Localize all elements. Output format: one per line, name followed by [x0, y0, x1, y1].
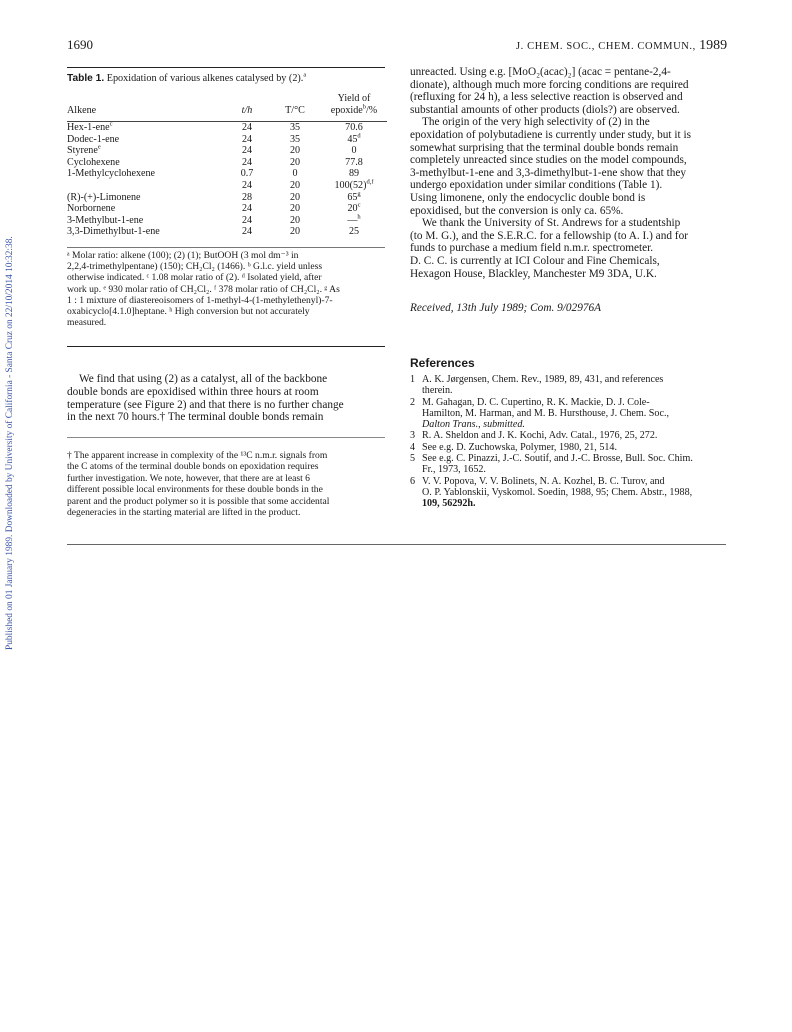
- table-header-row-2: [67, 105, 387, 117]
- reference-number: 5: [410, 453, 416, 465]
- cell-time: 24: [241, 203, 253, 215]
- reference-line: A. K. Jørgensen, Chem. Rev., 1989, 89, 431, and references: [422, 374, 664, 385]
- received-line: Received, 13th July 1989; Com. 9/02976A: [410, 302, 602, 314]
- references-list: [410, 374, 726, 510]
- reference-item: [410, 374, 726, 397]
- col-yield-marks: b: [362, 104, 366, 112]
- reference-line: See e.g. C. Pinazzi, J.-C. Soutif, and J.-C. Brosse, Bull. Soc. Chim.: [422, 453, 693, 465]
- references-heading: References: [410, 356, 475, 370]
- table-row: [67, 192, 387, 204]
- reference-item: [410, 442, 726, 453]
- cell-yield: 65: [347, 191, 358, 203]
- cell-temp: 20: [289, 145, 301, 157]
- footnote-line: parent and the product polymer so it is possible that some accidental: [67, 495, 330, 507]
- reference-number: 1: [410, 374, 416, 385]
- table-row: [67, 226, 387, 238]
- footnote-line: degeneracies in the starting material are lifted in the product.: [67, 507, 301, 519]
- cell-yield: 70.6: [345, 122, 363, 133]
- footnote-line: different possible local environments for these double bonds in the: [67, 484, 323, 496]
- cell-temp: 0: [292, 168, 298, 180]
- cell-alkene: 3-Methylbut-1-ene: [67, 214, 144, 226]
- table-header-row-1: [67, 93, 387, 105]
- cell-yield: 0: [351, 145, 357, 157]
- cell-yield: 77.8: [345, 156, 363, 168]
- table-row: [67, 203, 387, 215]
- table-footnote-line: otherwise indicated. ᶜ 1.08 molar ratio of (2). ᵈ Isolated yield, after: [67, 272, 322, 284]
- footnote-rule: [67, 437, 385, 438]
- cell-yield: 45: [347, 133, 358, 145]
- dagger-footnote: [67, 450, 385, 518]
- cell-alkene: Dodec-1-ene: [67, 133, 120, 145]
- cell-time: 24: [241, 226, 253, 238]
- reference-item: [410, 453, 726, 476]
- cell-time: 24: [241, 133, 253, 145]
- journal-header: [516, 38, 727, 54]
- cell-time: 24: [241, 122, 253, 133]
- cell-alkene: Cyclohexene: [67, 156, 120, 168]
- table-caption-mark: a: [303, 71, 307, 79]
- reference-line: Hamilton, M. Harman, and M. B. Hursthouse, J. Chem. Soc.,: [422, 407, 669, 419]
- cell-time: 0.7: [240, 168, 254, 180]
- reference-number: 4: [410, 441, 416, 453]
- col-yield-text: epoxide: [330, 105, 363, 117]
- reference-line: See e.g. D. Zuchowska, Polymer, 1980, 21, 514.: [422, 441, 617, 453]
- footnote-line: the C atoms of the terminal double bonds on epoxidation requires: [67, 461, 319, 473]
- cell-alkene: Styrene: [67, 145, 98, 157]
- table-row: [67, 134, 387, 146]
- cell-alkene: 3,3-Dimethylbut-1-ene: [67, 226, 160, 238]
- body-line: temperature (see Figure 2) and that there is no further change: [67, 398, 344, 411]
- cell-time: 28: [241, 191, 253, 203]
- col-yield-line2: [321, 105, 387, 117]
- cell-temp: 20: [289, 191, 301, 203]
- table-end-rule: [67, 346, 385, 347]
- cell-time: 24: [241, 179, 253, 191]
- para2-line: epoxidation of polybutadiene is currently under study, but it is: [410, 128, 692, 141]
- cell-temp: 20: [289, 156, 301, 168]
- table-row: [67, 145, 387, 157]
- reference-line: 109, 56292h.: [422, 498, 476, 510]
- body-line: in the next 70 hours.† The terminal double bonds remain: [67, 411, 324, 424]
- table-row: [67, 157, 387, 169]
- cell-yield-mark: c: [357, 201, 361, 209]
- col-time: t/h: [241, 105, 253, 117]
- para1-line: unreacted. Using e.g. [MoO₂(acac)₂] (acac = pentane-2,4-: [410, 66, 671, 78]
- cell-alkene: Hex-1-ene: [67, 122, 110, 133]
- reference-item: [410, 397, 726, 431]
- table-top-rule: [67, 67, 385, 68]
- footnote-line: further investigation. We note, however, that there are at least 6: [67, 472, 310, 484]
- cell-alkene-mark: c: [109, 120, 113, 128]
- para3-line: funds to purchase a medium field n.m.r. spectrometer.: [410, 242, 654, 255]
- table-footnote-line: measured.: [67, 317, 107, 329]
- table-row: [67, 215, 387, 227]
- cell-time: 24: [241, 145, 253, 157]
- table-label: Table 1.: [67, 73, 105, 84]
- col-yield-line1: Yield of: [337, 93, 371, 105]
- table-footnotes: [67, 250, 385, 328]
- table-footnote-line: 2,2,4-trimethylpentane) (150); CH₂Cl₂ (1466). ᵇ G.l.c. yield unless: [67, 261, 323, 273]
- cell-temp: 20: [289, 214, 301, 226]
- reference-number: 2: [410, 396, 416, 408]
- cell-yield-mark: d,f: [366, 178, 374, 186]
- table-footnote-line: 1 : 1 mixture of diastereoisomers of 1-methyl-4-(1-methylethenyl)-7-: [67, 294, 333, 306]
- cell-time: 24: [241, 214, 253, 226]
- right-body-text: [410, 66, 726, 280]
- para1-line: (refluxing for 24 h), a less selective reaction is observed and: [410, 91, 683, 104]
- para2-line: somewhat surprising that the terminal double bonds remain: [410, 141, 679, 154]
- reference-item: [410, 476, 726, 510]
- reference-line: R. A. Sheldon and J. K. Kochi, Adv. Catal., 1976, 25, 272.: [422, 430, 658, 442]
- cell-yield-mark: h: [357, 213, 361, 221]
- cell-temp: 20: [289, 179, 301, 191]
- reference-line: Fr., 1973, 1652.: [422, 464, 486, 476]
- table-footnote-line: ᵃ Molar ratio: alkene (100); (2) (1); ButOOH (3 mol dm⁻³ in: [67, 250, 299, 261]
- col-yield-unit: /%: [365, 105, 378, 117]
- reference-line: M. Gahagan, D. C. Cupertino, R. K. Mackie, D. J. Cole-: [422, 396, 650, 408]
- table-caption: [67, 73, 385, 84]
- cell-temp: 20: [289, 203, 301, 215]
- body-line: We find that using (2) as a catalyst, all of the backbone: [79, 373, 328, 385]
- page-number: 1690: [67, 37, 93, 52]
- download-notice-text: Published on 01 January 1989. Downloaded by University of California - Santa Cruz on 22/10/2014 10:32:38.: [5, 236, 15, 650]
- epoxidation-table: [67, 93, 387, 238]
- cell-yield: 89: [348, 168, 360, 180]
- table-footnote-line: oxabicyclo[4.1.0]heptane. ʰ High conversion but not accurately: [67, 306, 310, 318]
- reference-line: O. P. Yablonskii, Vyskomol. Soedin, 1988, 95; Chem. Abstr., 1988,: [422, 486, 693, 498]
- page-bottom-rule: [67, 544, 726, 545]
- cell-temp: 20: [289, 226, 301, 238]
- table-caption-text: Epoxidation of various alkenes catalysed by (2).: [106, 73, 304, 84]
- cell-alkene: Norbornene: [67, 203, 116, 215]
- cell-yield: 20: [347, 203, 358, 215]
- journal-name: J. CHEM. SOC., CHEM. COMMUN.,: [516, 41, 696, 52]
- download-notice: [5, 150, 19, 650]
- reference-item: [410, 430, 726, 441]
- cell-yield: 25: [348, 226, 360, 238]
- reference-number: 3: [410, 430, 416, 442]
- cell-alkene: (R)-(+)-Limonene: [67, 191, 141, 203]
- table-row: [67, 168, 387, 180]
- col-alkene: Alkene: [67, 105, 97, 117]
- table-footnote-line: work up. ᵉ 930 molar ratio of CH₂Cl₂. ᶠ 378 molar ratio of CH₂Cl₂. ᵍ As: [67, 283, 340, 295]
- cell-temp: 35: [289, 133, 301, 145]
- left-body-text: [67, 373, 385, 424]
- para2-line: completely unreacted since studies on the model compounds,: [410, 154, 687, 167]
- para1-line: substantial amounts of other products (diols?) are observed.: [410, 103, 680, 116]
- cell-yield-mark: d: [357, 132, 361, 140]
- col-temp: T/°C: [285, 105, 305, 117]
- table-row: [67, 180, 387, 192]
- table-row: [67, 122, 387, 134]
- para3-line: Hexagon House, Blackley, Manchester M9 3DA, U.K.: [410, 267, 657, 280]
- cell-yield-mark: g: [357, 190, 361, 198]
- reference-line: V. V. Popova, V. V. Bolinets, N. A. Kozhel, B. C. Turov, and: [422, 475, 665, 487]
- body-line: double bonds are epoxidised within three hours at room: [67, 385, 319, 398]
- cell-temp: 35: [289, 122, 301, 133]
- para2-line: Using limonene, only the endocyclic double bond is: [410, 191, 646, 204]
- cell-yield: 100(52): [334, 179, 367, 191]
- para1-line: dionate), although much more forcing conditions are required: [410, 78, 689, 91]
- para3-line: We thank the University of St. Andrews for a studentship: [422, 217, 681, 230]
- para2-line: undergo epoxidation under similar conditions (Table 1).: [410, 179, 663, 192]
- para2-line: 3-methylbut-1-ene and 3,3-dimethylbut-1-ene show that they: [410, 166, 687, 179]
- reference-line: therein.: [422, 385, 453, 397]
- cell-alkene-mark: e: [97, 143, 101, 151]
- reference-line: Dalton Trans., submitted.: [422, 419, 525, 431]
- table-bottom-rule: [67, 247, 385, 248]
- footnote-line: † The apparent increase in complexity of the ¹³C n.m.r. signals from: [67, 450, 328, 461]
- reference-number: 6: [410, 475, 416, 487]
- para3-line: D. C. C. is currently at ICI Colour and Fine Chemicals,: [410, 254, 660, 267]
- cell-yield: —: [347, 214, 358, 226]
- cell-alkene: 1-Methylcyclohexene: [67, 168, 156, 180]
- cell-time: 24: [241, 156, 253, 168]
- para2-line: epoxidised, but the conversion is only ca. 65%.: [410, 204, 624, 217]
- para2-line: The origin of the very high selectivity of (2) in the: [422, 116, 650, 129]
- journal-year: 1989: [699, 38, 728, 53]
- para3-line: (to M. G.), and the S.E.R.C. for a fellowship (to A. I.) and for: [410, 229, 688, 242]
